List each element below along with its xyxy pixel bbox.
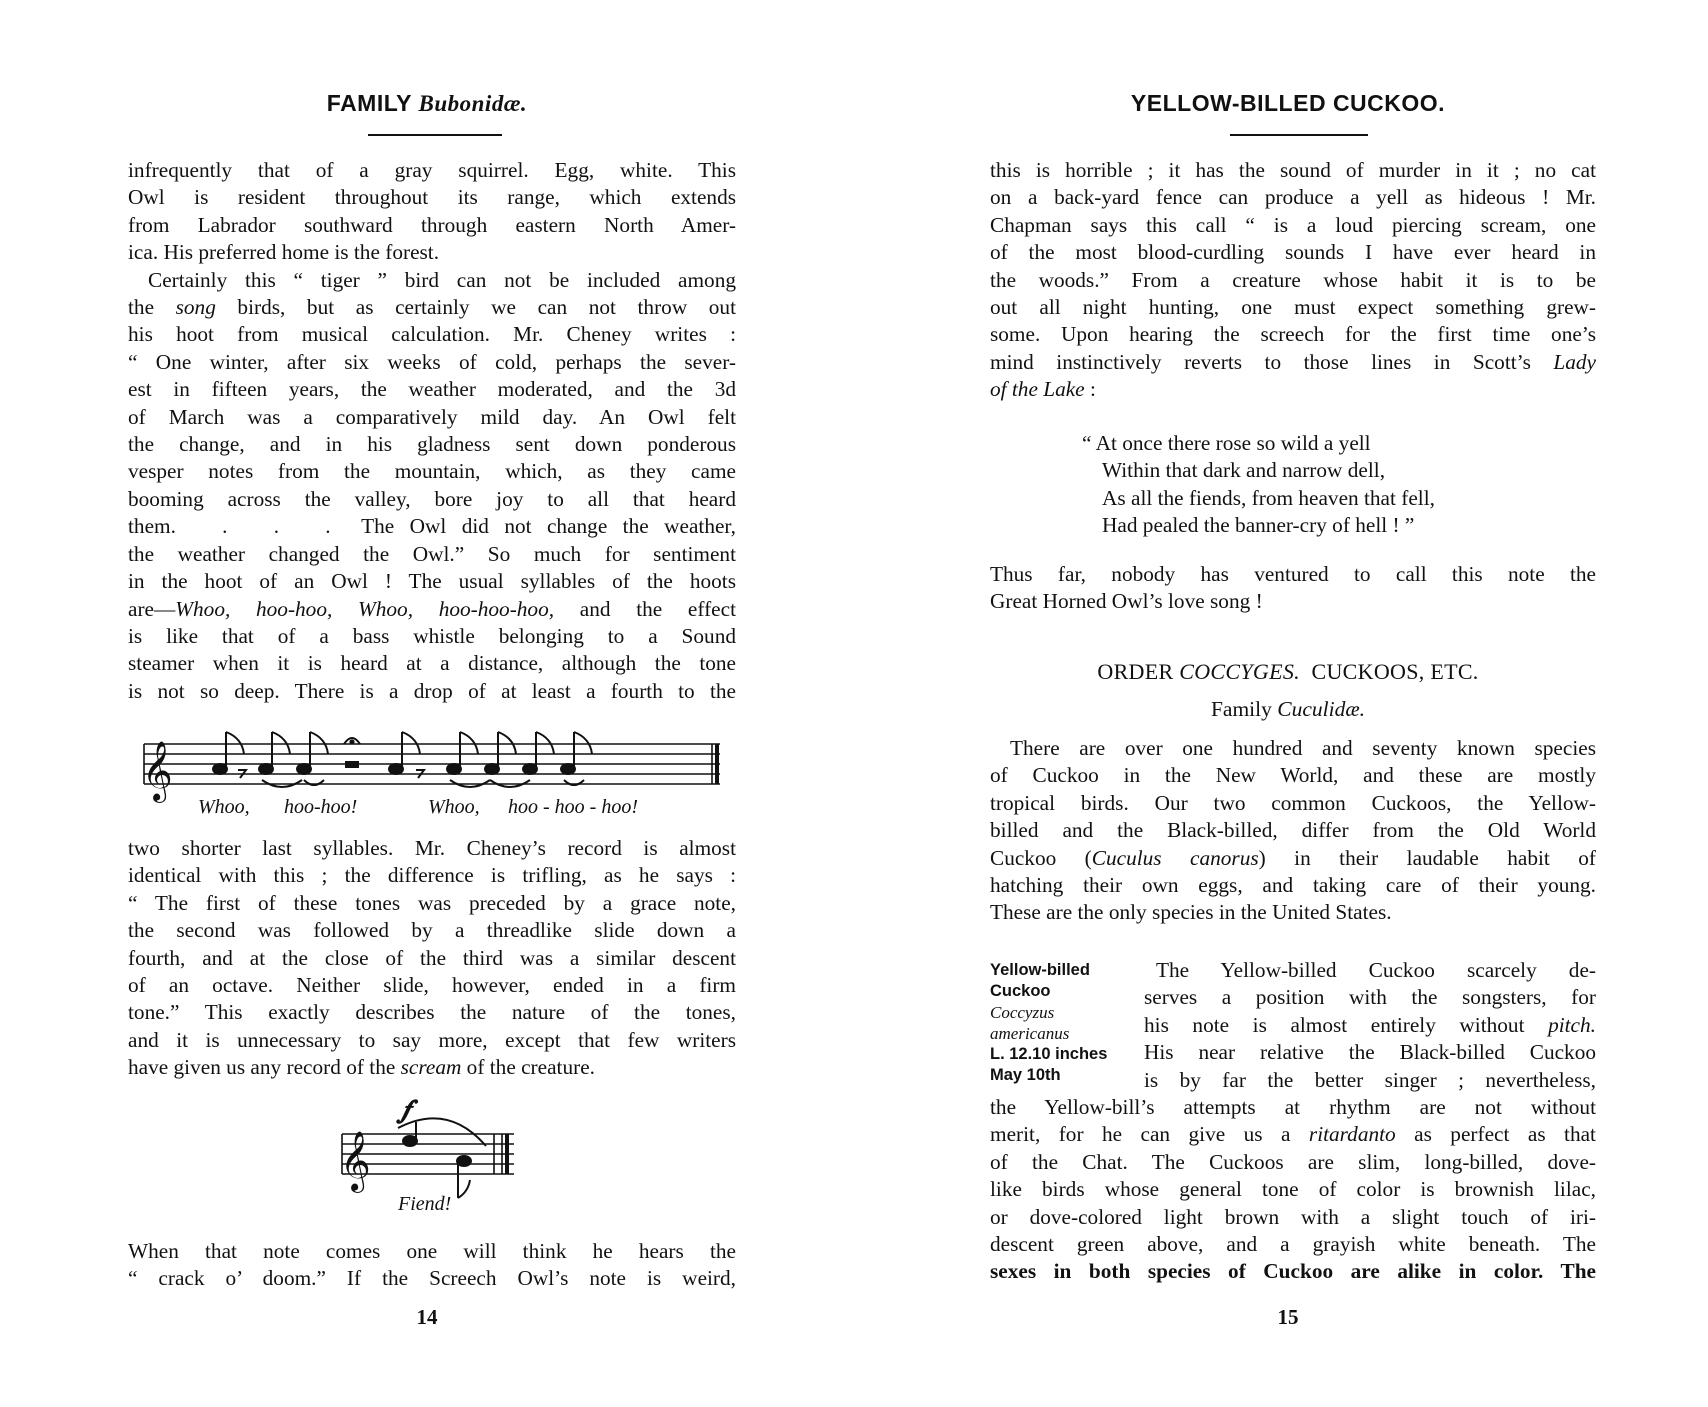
left-text-3 (128, 1238, 736, 1293)
poem-line: Within that dark and narrow dell, (1102, 458, 1386, 483)
family-heading: Family Cuculidæ. (1210, 697, 1366, 721)
lyric: Whoo, (428, 796, 480, 818)
species-common-name: Yellow-billed (990, 961, 1090, 979)
music-staff-hoots (134, 722, 734, 828)
lyric: Whoo, (198, 796, 250, 818)
paragraph: this is horrible ; it has the sound of murder in it ; no cat on a back-yard fence can produce a yell as hideous ! Mr. Chapman says this call “ is a loud piercing scream, one of the most blood-curdling sounds I have ever heard in the woods.” From a creature whose habit it is to be out all night hunting, one must expect something grew- some. Upon hearing the screech for the first time one’s mind instinctively reverts to those lines in Scott’s Lady of the Lake : (990, 158, 1596, 402)
right-text-2 (990, 561, 1596, 616)
poem-line: As all the fiends, from heaven that fell, (1102, 485, 1435, 510)
species-common-name: Cuckoo (990, 982, 1051, 1000)
poem-line: Had pealed the banner-cry of hell ! ” (1102, 513, 1415, 538)
treble-clef-icon: 𝄞 (142, 741, 173, 801)
page-number-left: 14 (416, 1305, 438, 1329)
paragraph: The Yellow-billed Cuckoo scarcely de- serves a position with the songsters, for his note is almost entirely without pitch. His near relative the Black-billed Cuckoo is by far the better singer ; nevertheless, (1144, 958, 1596, 1092)
lyric: hoo - hoo - hoo! (508, 796, 638, 818)
lyric: Fiend! (398, 1193, 452, 1215)
music-staff-scream (336, 1098, 526, 1216)
lyric: hoo-hoo! (284, 796, 358, 818)
right-text-3 (990, 735, 1596, 927)
running-head-left: FAMILY Bubonidæ. (326, 90, 528, 116)
right-text-4a (1144, 957, 1596, 1094)
right-page (854, 0, 1708, 1407)
head-rule-right (1230, 134, 1368, 136)
paragraph: Thus far, nobody has ventured to call this note the Great Horned Owl’s love song ! (990, 562, 1596, 614)
species-sidebar (990, 960, 1130, 1086)
forte-mark-icon: 𝆑 (402, 1098, 411, 1124)
running-head-right: YELLOW-BILLED CUCKOO. (1130, 90, 1446, 116)
treble-clef-icon: 𝄞 (340, 1131, 371, 1191)
species-scientific-name: Coccyzus (990, 1003, 1055, 1022)
paragraph: infrequently that of a gray squirrel. Egg, white. This Owl is resident throughout its range, which extends from Labrador southward through eastern North Amer- ica. His preferred home is the forest. (128, 158, 736, 265)
paragraph: Certainly this “ tiger ” bird can not be included among the song birds, but as certainly we can not throw out his hoot from musical calculation. Mr. Cheney writes : “ One winter, after six weeks of cold, perhaps the sever- est in fifteen years, the weather moderated, and the 3d of March was a comparatively mild day. An Owl felt the change, and in his gladness sent down ponderous vesper notes from the mountain, which, as they came booming across the valley, bore joy to all that heard them. . . . The Owl did not change the weather, the weather changed the Owl.” So much for sentiment in the hoot of an Owl ! The usual syllables of the hoots are—Whoo, hoo-hoo, Whoo, hoo-hoo-hoo, and the effect is like that of a bass whistle belonging to a Sound steamer when it is heard at a distance, although the tone is not so deep. There is a drop of at least a fourth to the (128, 267, 736, 703)
head-rule-left (368, 134, 502, 136)
paragraph: two shorter last syllables. Mr. Cheney’s record is almost identical with this ; the difference is trifling, as he says : “ The first of these tones was preceded by a grace note, the second was followed by a threadlike slide down a fourth, and at the close of the third was a similar descent of an octave. Neither slide, however, ended in a firm tone.” This exactly describes the nature of the tones, and it is unnecessary to say more, except that few writers have given us any record of the scream of the creature. (128, 836, 736, 1080)
paragraph: the Yellow-bill’s attempts at rhythm are not without merit, for he can give us a ritardanto as perfect as that of the Chat. The Cuckoos are slim, long-billed, dove- like birds whose general tone of color is brownish lilac, or dove-colored light brown with a slight touch of iri- descent green above, and a grayish white beneath. The sexes in both species of Cuckoo are alike in color. The (990, 1095, 1596, 1284)
page-number-right: 15 (1277, 1305, 1299, 1329)
poem-quote (1082, 430, 1435, 540)
paragraph: When that note comes one will think he hears the “ crack o’ doom.” If the Screech Owl’s note is weird, (128, 1239, 736, 1291)
paragraph: There are over one hundred and seventy known species of Cuckoo in the New World, and these are mostly tropical birds. Our two common Cuckoos, the Yellow- billed and the Black-billed, differ from the Old World Cuckoo (Cuculus canorus) in their laudable habit of hatching their own eggs, and taking care of their young. These are the only species in the United States. (990, 736, 1596, 925)
species-length: L. 12.10 inches (990, 1045, 1108, 1063)
right-text-4b (990, 1094, 1596, 1286)
left-text-1 (128, 157, 736, 705)
left-text-2 (128, 835, 736, 1082)
species-arrival-date: May 10th (990, 1066, 1061, 1084)
order-heading: ORDER COCCYGES. CUCKOOS, ETC. (1097, 659, 1479, 684)
right-text-1 (990, 157, 1596, 404)
species-scientific-name: americanus (990, 1024, 1070, 1043)
poem-line: “ At once there rose so wild a yell (1082, 431, 1371, 455)
